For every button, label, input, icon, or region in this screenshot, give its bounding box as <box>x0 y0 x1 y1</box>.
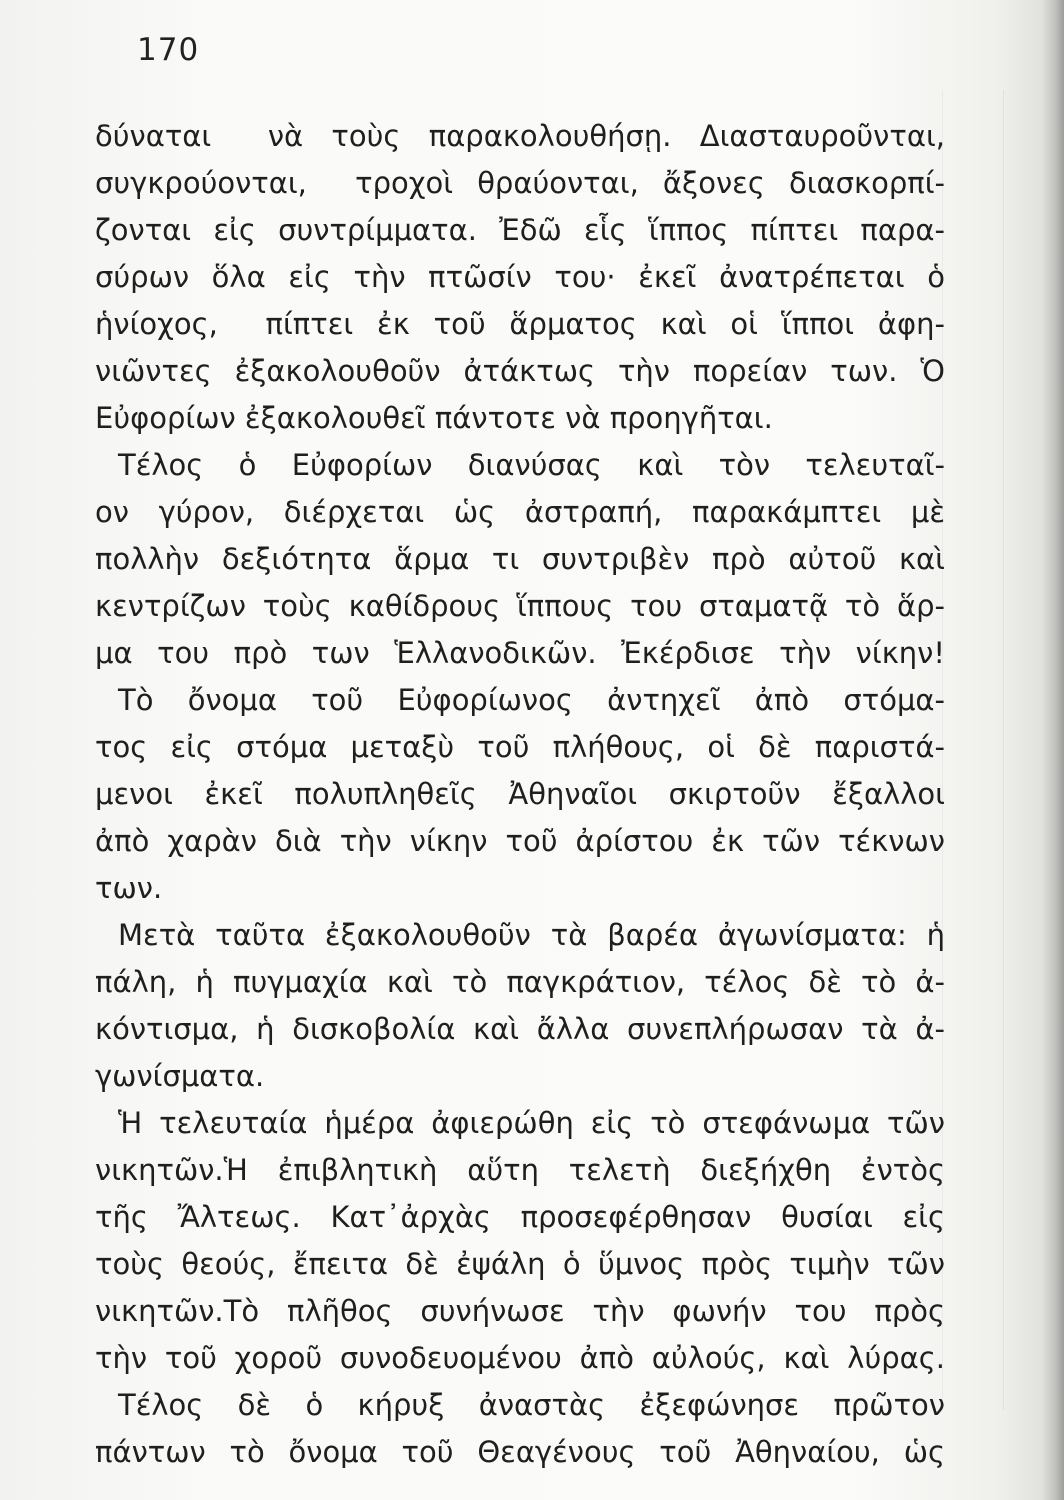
text-line: συγκρούονται, τροχοὶ θραύονται, ἄξονες διασκορπί- <box>95 166 945 200</box>
text-line: Ἡ τελευταία ἡμέρα ἀφιερώθη εἰς τὸ στεφάνωμα τῶν <box>118 1106 945 1140</box>
text-line: νιῶντες ἐξακολουθοῦν ἀτάκτως τὴν πορείαν των. Ὁ <box>95 354 945 388</box>
text-line: νικητῶν.Τὸ πλῆθος συνήνωσε τὴν φωνήν του πρὸς <box>95 1294 945 1328</box>
text-line: τος εἰς στόμα μεταξὺ τοῦ πλήθους, οἱ δὲ παριστά- <box>95 730 945 764</box>
text-line: πάντων τὸ ὄνομα τοῦ Θεαγένους τοῦ Ἀθηναίου, ὡς <box>95 1435 945 1469</box>
text-line: Τέλος ὁ Εὐφορίων διανύσας καὶ τὸν τελευταῖ- <box>118 448 945 482</box>
text-line: Τέλος δὲ ὁ κήρυξ ἀναστὰς ἐξεφώνησε πρῶτον <box>118 1388 945 1422</box>
text-line: κεντρίζων τοὺς καθίδρους ἵππους του σταματᾷ τὸ ἅρ- <box>95 589 945 623</box>
text-line: δύναται νὰ τοὺς παρακολουθήσῃ. Διασταυροῦνται, <box>95 119 945 153</box>
text-line: ἡνίοχος, πίπτει ἐκ τοῦ ἅρματος καὶ οἱ ἵπποι ἀφη- <box>95 307 945 341</box>
text-line: Εὐφορίων ἐξακολουθεῖ πάντοτε νὰ προηγῆται. <box>95 401 773 435</box>
text-line: κόντισμα, ἡ δισκοβολία καὶ ἄλλα συνεπλήρωσαν τὰ ἀ- <box>95 1012 945 1046</box>
text-line: τὴν τοῦ χοροῦ συνοδευομένου ἀπὸ αὐλούς, καὶ λύρας. <box>95 1341 945 1375</box>
text-line: μενοι ἐκεῖ πολυπληθεῖς Ἀθηναῖοι σκιρτοῦν ἔξαλλοι <box>95 777 945 811</box>
text-line: σύρων ὅλα εἰς τὴν πτῶσίν του· ἐκεῖ ἀνατρέπεται ὁ <box>95 260 945 294</box>
text-line: τῆς Ἄλτεως. Κατ᾽ἀρχὰς προσεφέρθησαν θυσίαι εἰς <box>95 1200 945 1234</box>
text-line: πολλὴν δεξιότητα ἅρμα τι συντριβὲν πρὸ αὐτοῦ καὶ <box>95 542 945 576</box>
page-number: 170 <box>137 32 200 68</box>
text-line: πάλη, ἡ πυγμαχία καὶ τὸ παγκράτιον, τέλος δὲ τὸ ἀ- <box>95 965 945 999</box>
text-line: ον γύρον, διέρχεται ὡς ἀστραπή, παρακάμπτει μὲ <box>95 495 945 529</box>
text-line: γωνίσματα. <box>95 1059 265 1093</box>
text-line: τοὺς θεούς, ἔπειτα δὲ ἐψάλη ὁ ὕμνος πρὸς τιμὴν τῶν <box>95 1247 945 1281</box>
text-line: μα του πρὸ των Ἑλλανοδικῶν. Ἐκέρδισε τὴν νίκην! <box>95 636 945 670</box>
text-line: Μετὰ ταῦτα ἐξακολουθοῦν τὰ βαρέα ἀγωνίσματα: ἡ <box>118 918 945 952</box>
text-line: νικητῶν.Ἡ ἐπιβλητικὴ αὕτη τελετὴ διεξήχθη ἐντὸς <box>95 1153 945 1187</box>
text-line: ἀπὸ χαρὰν διὰ τὴν νίκην τοῦ ἀρίστου ἐκ τῶν τέκνων <box>95 824 945 858</box>
text-line: Τὸ ὄνομα τοῦ Εὐφορίωνος ἀντηχεῖ ἀπὸ στόμα- <box>118 683 945 717</box>
text-line: ζονται εἰς συντρίμματα. Ἐδῶ εἷς ἵππος πίπτει παρα- <box>95 213 945 247</box>
text-line: των. <box>95 871 163 905</box>
